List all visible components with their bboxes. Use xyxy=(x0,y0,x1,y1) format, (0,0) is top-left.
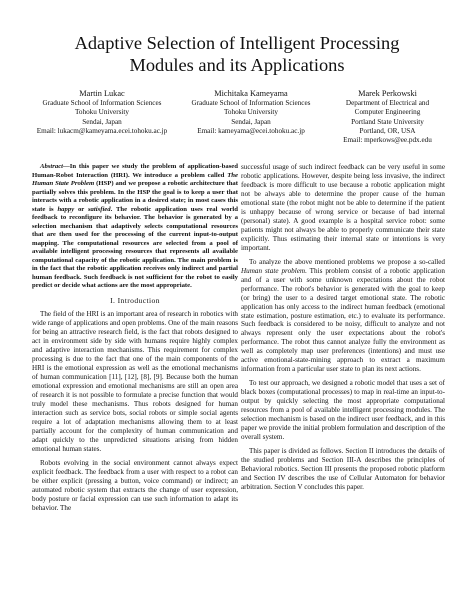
body-paragraph: This paper is divided as follows. Section II introduces the details of the studied problems and Section III-A describes the principles of Behavioral robotics. Section III presents the proposed robotic platform and Section IV describes the use of Cellular Automaton for behavior arbitration. Section V concludes this paper. xyxy=(241,447,445,491)
author-affil: Sendai, Japan xyxy=(82,117,122,126)
author-name: Michitaka Kameyama xyxy=(214,89,288,98)
abstract-text: (HSP) and we propose a robotic architecture that partially solves this problem. In the HSP the goal is to keep a user that interacts with a robotic application in a desired state; in most cases this state is xyxy=(32,180,238,213)
author-affil: Department of Electrical and xyxy=(345,99,430,107)
abstract-emphasis: happy xyxy=(57,205,75,213)
body-paragraph xyxy=(241,258,445,375)
body-paragraph: The field of the HRI is an important area of research in robotics with wide range of applications and open problems. One of the main reasons for being an attractive research field, is the fact that robots designed to act in environment side by side with humans require highly complex and adaptive interaction mechanisms. This requirement for complex processing is due to the fact that one of the main components of the HRI is the emotional expression as well as the emotional mechanisms of human communication [11], [12], [8], [9]. Because both the human emotional expression and emotional mechanisms are still an open area of research it is not possible to formulate a precise function that would truly model these mechanisms. Thus robots designed for human interaction such as service bots, social robots or simple social agents require a lot of adaptation mechanisms allowing them to at least partially account for the complexity of human communication and adapt quickly to the unpredicted situations arising from hidden emotional human states. xyxy=(32,310,238,453)
abstract-emphasis: satisfied xyxy=(87,205,111,213)
paper-title xyxy=(0,32,474,76)
author-2 xyxy=(181,88,321,136)
author-affil: Tohoku University xyxy=(224,108,278,117)
author-block xyxy=(0,88,474,148)
body-text: . This problem consist of a robotic application and of a user with some unknown expectations about the robot performance. The robot's behavior is generated with the goal to keep (or bring) the user to a desired target emotional state. The robotic application has only access to the indirect human feedback (emotional state estimation, posture estimation, etc.) to evaluate its performance. Such feedback is considered to be noisy, difficult to analyze and not always represent only the user expectations about the robot's performance. The robot thus cannot analyze fully the environment as well as completely map user preferences (intentions) and must use active emotional-state-mining approach to extract a maximum information from a particular user state to plan its next actions. xyxy=(241,266,445,374)
abstract-emphasis: The Human State Problem xyxy=(32,171,238,187)
title-line: Modules and its Applications xyxy=(129,55,345,75)
abstract xyxy=(32,163,238,291)
body-text: To analyze the above mentioned problems we propose a so-called xyxy=(249,257,445,266)
body-paragraph: Robots evolving in the social environment cannot always expect explicit feedback. The feedback from a user with respect to a robot can be either explicit (pressing a button, voice command) or indirect; an automated robotic system that extracts the change of user expression, body posture or facial expression can use such information to adapt its behavior. The xyxy=(32,458,238,512)
body-paragraph: successful usage of such indirect feedback can be very useful in some robotic applications. However, despite being less invasive, the indirect feedback is more difficult to use because a robotic application might not be always able to determine the proper cause of the human emotional state (the robot might not be able to determine if the patient is unhappy because of wrong service or because of bad internal (personal) state). A good example is a hospital service robot: some patients might not always be able to properly communicate their state explicitly. Thus estimating their internal state or intentions is very important. xyxy=(241,163,445,252)
author-name: Marek Perkowski xyxy=(358,89,417,98)
author-affil: Portland, OR, USA xyxy=(359,126,416,135)
author-affil: Computer Engineering xyxy=(354,108,421,117)
author-affil: Sendai, Japan xyxy=(231,117,271,126)
author-affil: Tohoku University xyxy=(75,108,129,117)
author-1 xyxy=(32,88,172,136)
abstract-lead: Abstract xyxy=(40,163,64,170)
abstract-text: . The robotic application uses real world feedback to reconfigure its behavior. The behavior is generated by a selection mechanism that adaptively selects computational resources that are then used for the processing of the current input-to-output mapping. The computational resources are selected from a pool of available intelligent processing resources that represents all available computational capacity of the robotic application. The main problem is in the fact that the robotic application receives only indirect and partial human feedback. Such feedback is not sufficient for the robot to easily predict or decide what actions are the most appropriate. xyxy=(32,205,238,289)
title-line: Adaptive Selection of Intelligent Processing xyxy=(74,33,400,53)
abstract-text: or xyxy=(74,205,88,213)
author-email: Email: lukacm@kameyama.ecei.tohoku.ac.jp xyxy=(36,126,168,135)
abstract-text: —In this paper we study the problem of application-based Human-Robot Interaction (HRI). We introduce a problem called xyxy=(32,163,238,179)
author-email: Email: kameyama@ecei.tohoku.ac.jp xyxy=(197,126,305,135)
author-name: Martin Lukac xyxy=(79,89,125,98)
right-column xyxy=(241,163,445,497)
body-emphasis: Human state problem xyxy=(241,266,306,275)
author-affil: Portland State University xyxy=(351,117,424,126)
author-affil: Graduate School of Information Sciences xyxy=(191,99,311,107)
author-affil: Graduate School of Information Sciences xyxy=(42,99,162,107)
left-column xyxy=(32,163,238,518)
section-heading: I. Introduction xyxy=(110,295,160,305)
body-paragraph: To test our approach, we designed a robotic model that uses a set of black boxes (computational processes) to map in real-time an input-to-output by quickly selecting the most appropriate computational resources from a pool of available intelligent processing modules. The selection mechanism is based on the indirect user feedback, and in this paper we provide the initial problem formulation and description of the overall system. xyxy=(241,379,445,442)
author-email: Email: mperkows@ee.pdx.edu xyxy=(343,136,432,145)
author-3 xyxy=(330,88,445,145)
